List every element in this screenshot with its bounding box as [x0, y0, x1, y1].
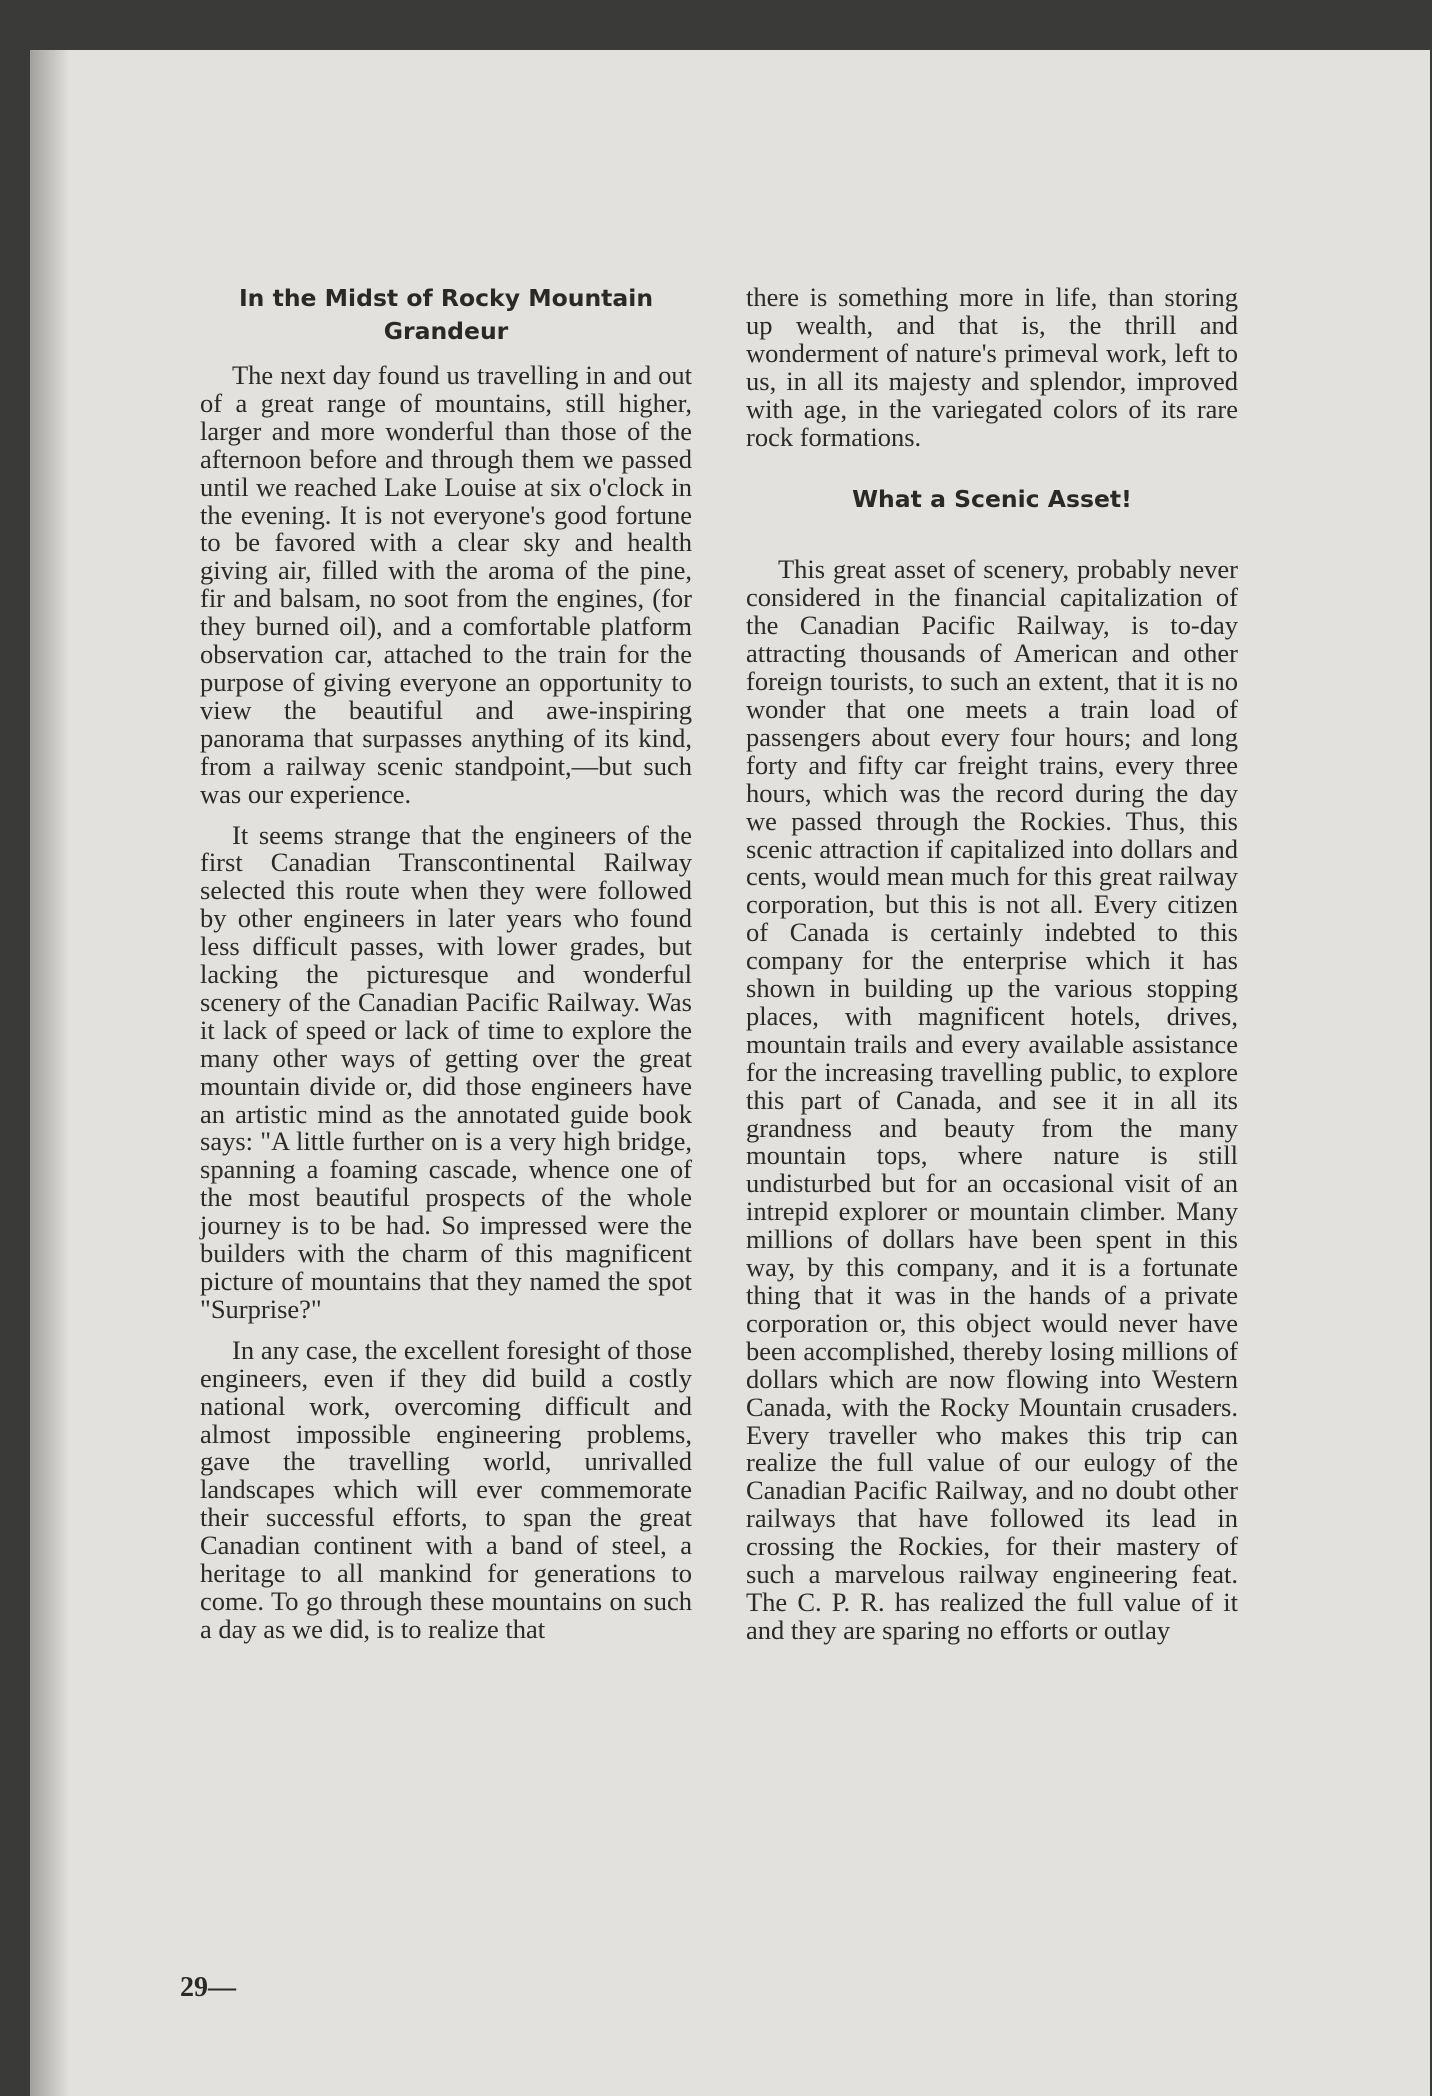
- book-page: [30, 50, 1430, 2096]
- page-number: 29—: [180, 1972, 236, 2003]
- section-heading-rocky-mountain: In the Midst of Rocky Mountain Grandeur: [238, 284, 654, 345]
- section-heading-scenic-asset: What a Scenic Asset!: [852, 485, 1132, 514]
- page-binding-shadow: [30, 50, 70, 2096]
- paragraph: It seems strange that the engineers of the first Canadian Transcontinental Railway selected this route when they were followed by other engineers in later years who found less difficult passes, with lower grades, but lacking the picturesque and wonderful scenery of the Canadian Pacific Railway. Was it lack of speed or lack of time to explore the many other ways of getting over the great mountain divide or, did those engineers have an artistic mind as the annotated guide book says: "A little further on is a very high bridge, spanning a foaming cascade, whence one of the most beautiful prospects of the whole journey is to be had. So impressed were the builders with the charm of this magnificent picture of mountains that they named the spot "Surprise?": [200, 819, 692, 1324]
- paragraph: The next day found us travelling in and out of a great range of mountains, still higher, larger and more wonderful than those of the afternoon before and through them we passed until we reached Lake Louise at six o'clock in the evening. It is not everyone's good fortune to be favored with a clear sky and health giving air, filled with the aroma of the pine, fir and balsam, no soot from the engines, (for they burned oil), and a comfortable platform observation car, attached to the train for the purpose of giving everyone an opportunity to view the beautiful and awe-inspiring panorama that surpasses anything of its kind, from a railway scenic standpoint,—but such was our experience.: [200, 360, 692, 809]
- right-column: [746, 284, 1238, 1645]
- paragraph: This great asset of scenery, probably never considered in the financial capitalization of the Canadian Pacific Railway, is to-day attracting thousands of American and other foreign tourists, to such an extent, that it is no wonder that one meets a train load of passengers about every four hours; and long forty and fifty car freight trains, every three hours, which was the record during the day we passed through the Rockies. Thus, this scenic attraction if capitalized into dollars and cents, would mean much for this great railway corporation, but this is not all. Every citizen of Canada is certainly indebted to this company for the enterprise which it has shown in building up the various stopping places, with magnificent hotels, drives, mountain trails and every available assistance for the increasing travelling public, to explore this part of Canada, and see it in all its grandness and beauty from the many mountain tops, where nature is still undisturbed but for an occasional visit of an intrepid explorer or mountain climber. Many millions of dollars have been spent in this way, by this company, and it is a fortunate thing that it was in the hands of a private corporation or, this object would never have been accomplished, thereby losing millions of dollars which are now flowing into Western Canada, with the Rocky Mountain crusaders. Every traveller who makes this trip can realize the full value of our eulogy of the Canadian Pacific Railway, and no doubt other railways that have followed its lead in crossing the Rockies, for their mastery of such a marvelous railway engineering feat. The C. P. R. has realized the full value of it and they are sparing no efforts or outlay: [746, 554, 1238, 1645]
- paragraph-continuation: there is something more in life, than storing up wealth, and that is, the thrill and wonderment of nature's primeval work, left to us, in all its majesty and splendor, improved with age, in the variegated colors of its rare rock formations.: [746, 282, 1238, 452]
- left-column: [200, 282, 692, 1644]
- paragraph: In any case, the excellent foresight of those engineers, even if they did build a costly national work, overcoming difficult and almost impossible engineering problems, gave the travelling world, unrivalled landscapes which will ever commemorate their successful efforts, to span the great Canadian continent with a band of steel, a heritage to all mankind for generations to come. To go through these mountains on such a day as we did, is to realize that: [200, 1334, 692, 1644]
